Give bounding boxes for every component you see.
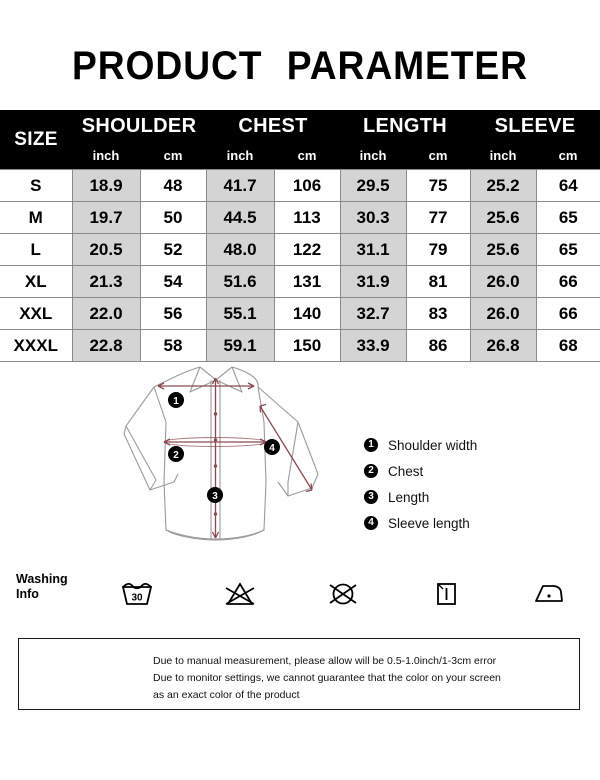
iron-low-icon (532, 580, 566, 608)
cell-sleeve-cm: 64 (536, 170, 600, 202)
cell-length-inch: 33.9 (340, 330, 406, 362)
table-header-groups (0, 110, 600, 143)
cell-shoulder-cm: 54 (140, 266, 206, 298)
cell-size: XXXL (0, 330, 72, 362)
header-group-chest: CHEST (206, 110, 340, 143)
do-not-bleach-icon (222, 580, 258, 608)
table-row (0, 202, 600, 234)
legend-item-shoulder-width (364, 432, 477, 458)
wash-temperature-label: 30 (131, 592, 143, 604)
legend-badge-1: 1 (364, 438, 378, 452)
header-chest-inch: inch (206, 143, 274, 170)
cell-chest-inch: 44.5 (206, 202, 274, 234)
cell-shoulder-cm: 48 (140, 170, 206, 202)
cell-chest-cm: 122 (274, 234, 340, 266)
header-sleeve-cm: cm (536, 143, 600, 170)
header-length-cm: cm (406, 143, 470, 170)
legend-item-chest (364, 458, 477, 484)
cell-sleeve-cm: 68 (536, 330, 600, 362)
cell-sleeve-cm: 65 (536, 202, 600, 234)
header-sleeve-inch: inch (470, 143, 536, 170)
cell-chest-inch: 48.0 (206, 234, 274, 266)
legend-badge-2: 2 (364, 464, 378, 478)
cell-length-cm: 77 (406, 202, 470, 234)
wash-30-icon (120, 580, 154, 608)
table-row (0, 266, 600, 298)
legend-badge-4: 4 (364, 516, 378, 530)
cell-sleeve-cm: 65 (536, 234, 600, 266)
table-row (0, 234, 600, 266)
cell-shoulder-inch: 22.8 (72, 330, 140, 362)
legend-badge-3: 3 (364, 490, 378, 504)
table-header-units (0, 143, 600, 170)
cell-chest-inch: 55.1 (206, 298, 274, 330)
table-row (0, 330, 600, 362)
drip-dry-icon (432, 580, 460, 608)
cell-length-inch: 29.5 (340, 170, 406, 202)
legend-label-shoulder-width: Shoulder width (388, 437, 478, 453)
page-title: PRODUCT PARAMETER (72, 44, 528, 88)
cell-chest-inch: 51.6 (206, 266, 274, 298)
disclaimer-line-1: Due to manual measurement, please allow will be 0.5-1.0inch/1-3cm error (153, 655, 497, 667)
svg-text:4: 4 (269, 442, 275, 454)
svg-text:3: 3 (212, 490, 218, 502)
cell-shoulder-cm: 56 (140, 298, 206, 330)
disclaimer-line-2: Due to monitor settings, we cannot guarantee that the color on your screen (153, 672, 501, 684)
cell-length-inch: 32.7 (340, 298, 406, 330)
cell-shoulder-cm: 50 (140, 202, 206, 234)
cell-sleeve-inch: 25.6 (470, 234, 536, 266)
care-symbols-row (86, 566, 600, 622)
cell-sleeve-inch: 26.8 (470, 330, 536, 362)
shirt-illustration (112, 362, 326, 554)
cell-length-inch: 31.9 (340, 266, 406, 298)
cell-length-cm: 75 (406, 170, 470, 202)
cell-size: XXL (0, 298, 72, 330)
cell-sleeve-inch: 25.2 (470, 170, 536, 202)
cell-length-inch: 30.3 (340, 202, 406, 234)
cell-shoulder-inch: 22.0 (72, 298, 140, 330)
disclaimer-text (153, 653, 553, 704)
cell-shoulder-inch: 21.3 (72, 266, 140, 298)
cell-chest-cm: 140 (274, 298, 340, 330)
cell-size: L (0, 234, 72, 266)
cell-sleeve-cm: 66 (536, 298, 600, 330)
cell-sleeve-inch: 25.6 (470, 202, 536, 234)
table-row (0, 298, 600, 330)
cell-chest-inch: 59.1 (206, 330, 274, 362)
cell-size: S (0, 170, 72, 202)
legend-item-sleeve-length (364, 510, 477, 536)
cell-shoulder-inch: 20.5 (72, 234, 140, 266)
cell-size: XL (0, 266, 72, 298)
cell-size: M (0, 202, 72, 234)
legend-item-length (364, 484, 477, 510)
washing-info-label (16, 572, 86, 602)
cell-sleeve-cm: 66 (536, 266, 600, 298)
cell-shoulder-inch: 18.9 (72, 170, 140, 202)
legend-label-chest: Chest (388, 463, 424, 479)
washing-info-label-line1: Washing (16, 572, 68, 586)
cell-chest-cm: 113 (274, 202, 340, 234)
svg-text:2: 2 (173, 449, 179, 461)
measurement-diagram-area (0, 362, 600, 558)
header-group-shoulder: SHOULDER (72, 110, 206, 143)
cell-length-cm: 86 (406, 330, 470, 362)
cell-shoulder-inch: 19.7 (72, 202, 140, 234)
care-symbol-iron-low (497, 580, 600, 608)
care-symbol-drip-dry (394, 580, 497, 608)
care-symbol-wash-30 (86, 580, 189, 608)
header-shoulder-inch: inch (72, 143, 140, 170)
table-body (0, 170, 600, 362)
care-symbol-do-not-bleach (189, 580, 292, 608)
cell-length-cm: 79 (406, 234, 470, 266)
header-group-length: LENGTH (340, 110, 470, 143)
cell-length-cm: 83 (406, 298, 470, 330)
measurement-legend (364, 432, 477, 536)
do-not-tumble-dry-icon (326, 580, 360, 608)
cell-chest-cm: 106 (274, 170, 340, 202)
header-shoulder-cm: cm (140, 143, 206, 170)
header-length-inch: inch (340, 143, 406, 170)
washing-info-section (0, 566, 600, 624)
cell-chest-cm: 131 (274, 266, 340, 298)
disclaimer-box (18, 638, 580, 710)
cell-shoulder-cm: 58 (140, 330, 206, 362)
cell-shoulder-cm: 52 (140, 234, 206, 266)
legend-label-sleeve-length: Sleeve length (388, 515, 470, 531)
cell-length-inch: 31.1 (340, 234, 406, 266)
cell-sleeve-inch: 26.0 (470, 298, 536, 330)
cell-chest-inch: 41.7 (206, 170, 274, 202)
washing-info-label-line2: Info (16, 587, 39, 601)
header-size: SIZE (0, 110, 72, 170)
disclaimer-line-3: as an exact color of the product (153, 689, 300, 701)
cell-length-cm: 81 (406, 266, 470, 298)
care-symbol-do-not-tumble-dry (292, 580, 395, 608)
size-chart-table-wrapper (0, 110, 600, 362)
legend-label-length: Length (388, 489, 430, 505)
svg-text:1: 1 (173, 395, 179, 407)
header-chest-cm: cm (274, 143, 340, 170)
cell-chest-cm: 150 (274, 330, 340, 362)
table-row (0, 170, 600, 202)
cell-sleeve-inch: 26.0 (470, 266, 536, 298)
header-group-sleeve: SLEEVE (470, 110, 600, 143)
size-chart-table (0, 110, 600, 362)
